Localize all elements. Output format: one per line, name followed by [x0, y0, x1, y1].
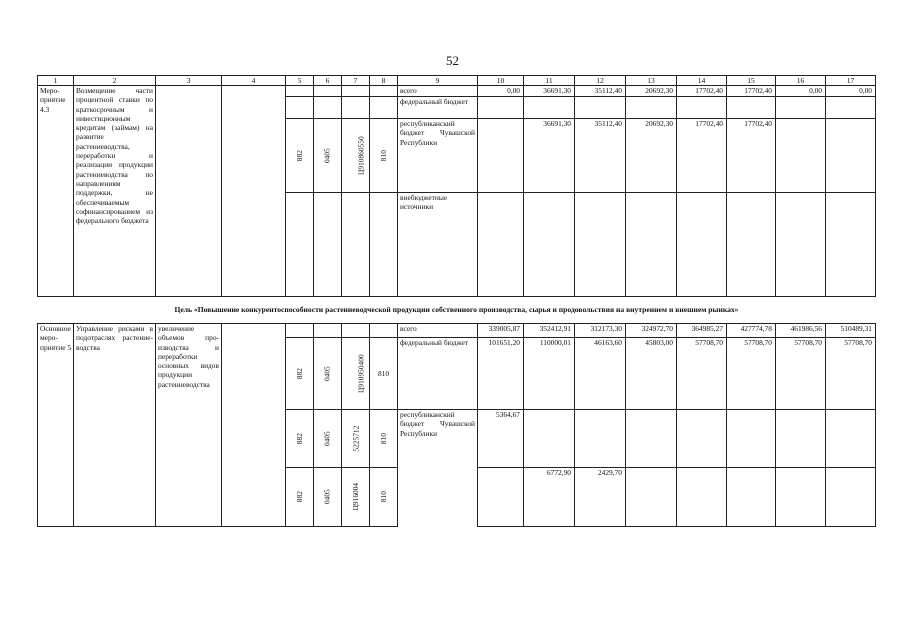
rz-code: 0405 [322, 431, 332, 446]
table-row: 882 0405 5225712 810 республиканский бюджет Чувашской Республики 5364,67 [38, 410, 876, 468]
column-header: 5 [286, 76, 314, 86]
table-row: 882 0405 Ц916004 810 6772,90 2429,70 [38, 468, 876, 527]
csr-code: Ц916004 [351, 483, 361, 511]
source-cell: всего [398, 324, 478, 338]
budget-table [37, 75, 876, 527]
column-header: 14 [677, 76, 727, 86]
source-cell: федеральный бюджет [398, 338, 478, 410]
header-row [38, 76, 876, 86]
column-header: 9 [398, 76, 478, 86]
column-header: 11 [524, 76, 575, 86]
event-name: Управление рисками в подотраслях растениеводства [74, 324, 156, 527]
column-header: 17 [826, 76, 876, 86]
rz-code: 0405 [322, 366, 332, 381]
grbs-code: 882 [294, 149, 304, 162]
goal-row [38, 297, 876, 324]
column-header: 7 [342, 76, 370, 86]
vr-code: 810 [378, 149, 388, 162]
csr-code: Ц910950400 [356, 354, 366, 393]
column-header: 2 [74, 76, 156, 86]
goal-text: Цель «Повышение конкурентоспособности растениеводческой продукции собственного производства, сырья и продовольствия на внутреннем и внешнем рынках» [38, 297, 876, 324]
vr-code: 810 [378, 491, 388, 503]
column-header: 6 [314, 76, 342, 86]
table-row: 882 0405 Ц910860550 810 республиканский бюджет Чувашской Республики 36691,30 35112,40 20692,30 17702,40 17702,40 [38, 119, 876, 193]
grbs-code: 882 [294, 491, 304, 503]
source-cell: республиканский бюджет Чувашской Республики [398, 119, 478, 193]
event-label: Основное мероприятие 5 [38, 324, 74, 527]
rz-code: 0405 [322, 148, 332, 163]
page-number: 52 [446, 53, 459, 68]
table-row: 882 0405 Ц910950400 810 федеральный бюджет 101651,20 110000,01 46163,60 45803,00 57708,70 57708,70 57708,70 57708,70 [38, 338, 876, 410]
source-cell: всего [398, 86, 478, 97]
column-header: 1 [38, 76, 74, 86]
column-header: 16 [776, 76, 826, 86]
vr-code: 810 [377, 368, 390, 378]
column-header: 12 [575, 76, 626, 86]
column-header: 8 [370, 76, 398, 86]
column-header: 15 [727, 76, 776, 86]
grbs-code: 882 [294, 432, 304, 445]
table-row: Мероприятие 4.3 Возмещение части процентной ставки по краткосрочным и инвестиционным кредитам (займам) на развитие растениеводства, переработки и реализации продукции растениеводства по направлениям поддержки, не обеспечиваемым софинансированием из федерального бюджета всего 0,00 36691,30 35112,40 20692,30 17702,40 17702,40 0,00 0,00 [38, 86, 876, 97]
column-header: 4 [222, 76, 286, 86]
rz-code: 0405 [322, 489, 332, 505]
column-header: 3 [156, 76, 222, 86]
column-header: 10 [478, 76, 524, 86]
vr-code: 810 [378, 432, 388, 445]
table-row: Основное мероприятие 5 Управление рисками в подотраслях растениеводства увеличение объемов производства и переработки основных видов продукции растениеводства всего 339005,87 352412,91 312173,30 324972,70 364985,27 427774,78 461986,56 510489,31 [38, 324, 876, 338]
column-header: 13 [626, 76, 677, 86]
event-label: Мероприятие 4.3 [38, 86, 74, 297]
event-name: Возмещение части процентной ставки по краткосрочным и инвестиционным кредитам (займам) на развитие растениеводства, переработки и реализации продукции растениеводства по направлениям поддержки, не обеспечиваемым софинансированием из федерального бюджета [74, 86, 156, 297]
event-indicator: увеличение объемов производства и переработки основных видов продукции растениеводства [156, 324, 222, 527]
source-cell: федеральный бюджет [398, 97, 478, 119]
csr-code: 5225712 [350, 425, 360, 452]
csr-code: Ц910860550 [356, 136, 366, 175]
grbs-code: 882 [294, 367, 304, 380]
source-cell: внебюджетные источники [398, 193, 478, 297]
source-cell: республиканский бюджет Чувашской Республики [398, 410, 478, 527]
